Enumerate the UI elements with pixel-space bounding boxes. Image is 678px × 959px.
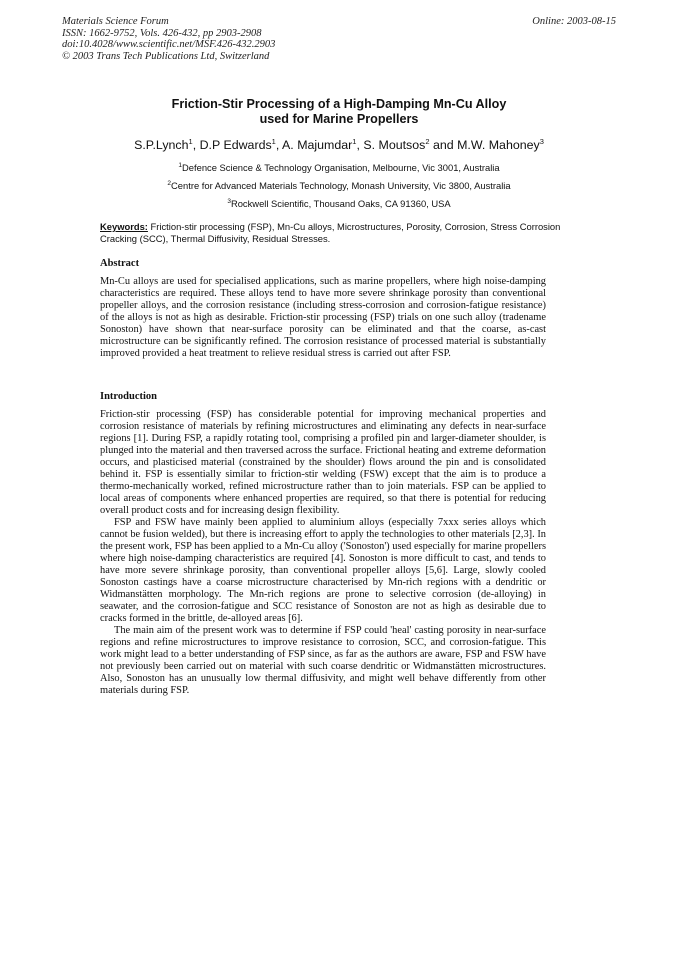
journal-name: Materials Science Forum [62,16,169,27]
journal-copyright: © 2003 Trans Tech Publications Ltd, Switzerland [62,50,270,62]
intro-paragraph-2: FSP and FSW have mainly been applied to aluminium alloys (especially 7xxx series alloys which cannot be fusion welded), but there is increasing effort to apply the technologies to other materials [2,3]. In the present work, FSP has been applied to a Mn-Cu alloy ('Sonoston') used especially for marine propellers where high noise-damping characteristics are required [4]. Sonoston is more difficult to cast, and tends to have more severe shrinkage porosity, than conventional propeller alloys [5,6]. Large, slowly cooled Sonoston castings have a coarse microstructure characterised by Mn-rich regions with a dendritic or Widmanstätten morphology. The Mn-rich regions are prone to selective corrosion (de-alloying) in seawater, and the corrosion-fatigue and SCC resistance of Sonoston are not as high as desirable due to cracks formed in the brittle, de-alloyed areas [6]. [100,517,546,624]
author-name: M.W. Mahoney [457,138,540,152]
affiliation-3 [60,198,618,209]
journal-issn: ISSN: 1662-9752, Vols. 426-432, pp 2903-2908 [62,27,262,39]
journal-doi[interactable]: doi:10.4028/www.scientific.net/MSF.426-432.2903 [62,39,276,51]
author-name: S. Moutsos [363,138,426,152]
affiliation-mark: 1 [178,162,183,169]
journal-header [62,16,275,62]
affiliation-2 [60,180,618,191]
author-name: A. Majumdar [282,138,353,152]
author-affil-mark: 1 [271,137,276,146]
keywords-label: Keywords: [100,221,148,232]
author-affil-mark: 2 [425,137,430,146]
online-date: Online: 2003-08-15 [532,16,616,27]
introduction-body [100,409,546,697]
author-affil-mark: 3 [539,137,544,146]
affiliation-text: Rockwell Scientific, Thousand Oaks, CA 91360, USA [230,198,451,209]
author-separator: , [356,138,364,152]
affiliation-mark: 3 [227,198,231,205]
author-separator: , [275,138,283,152]
abstract-paragraph: Mn-Cu alloys are used for specialised applications, such as marine propellers, where high noise-damping characteristics are required. These alloys tend to have more severe shrinkage porosity than conventional propeller alloys, and the corrosion resistance (including stress-corrosion and corrosion-fatigue resistance) of the alloys is not as high as desirable. Friction-stir processing (FSP) trials on one such alloy (tradename Sonoston) have shown that near-surface porosity can be eliminated and that the coarse, as-cast microstructure can be significantly refined. The corrosion resistance of processed material is substantially improved provided a heat treatment to relieve residual stress is carried out after FSP. [100,276,546,359]
author-affil-mark: 1 [352,137,357,146]
author-separator: and [429,138,458,152]
introduction-heading: Introduction [100,391,157,402]
affiliation-text: Centre for Advanced Materials Technology, Monash University, Vic 3800, Australia [171,180,511,191]
abstract-heading: Abstract [100,258,140,269]
affiliation-text: Defence Science & Technology Organisation, Melbourne, Vic 3001, Australia [182,162,500,173]
author-separator: , [192,138,200,152]
title-line-1: Friction-Stir Processing of a High-Damping Mn-Cu Alloy [171,97,507,111]
author-list [60,138,618,152]
affiliation-1 [60,162,618,173]
intro-paragraph-1: Friction-stir processing (FSP) has considerable potential for improving mechanical properties and corrosion resistance of materials by refining microstructures and eliminating any defects in near-surface regions [1]. During FSP, a rapidly rotating tool, comprising a profiled pin and larger-diameter shoulder, is plunged into the material and then traversed across the surface. Frictional heating and extreme deformation occurs, and plasticised material (constrained by the shoulder) flows around the pin and is consolidated behind it. FSP is essentially similar to friction-stir welding (FSW) except that the aim is to produce a thermo-mechanically worked, refined microstructure rather than to join materials. FSP can be applied to local areas of components where enhanced properties are required, so that there is potential for reducing overall product costs and for increasing design flexibility. [100,409,546,516]
title-line-2: used for Marine Propellers [259,112,419,126]
paper-title [100,97,578,127]
author-name: D.P Edwards [199,138,272,152]
author-name: S.P.Lynch [134,138,189,152]
intro-paragraph-3: The main aim of the present work was to determine if FSP could 'heal' casting porosity in near-surface regions and refine microstructures to improve resistance to corrosion, SCC, and corrosion-fatigue. This work might lead to a better understanding of FSP since, as far as the authors are aware, FSP and FSW have not previously been carried out on material with such coarse dendritic or Widmanstätten microstructures. Also, Sonoston has an unusually low thermal diffusivity, and might well behave differently from other materials during FSP. [100,625,546,696]
keywords-text: Friction-stir processing (FSP), Mn-Cu alloys, Microstructures, Porosity, Corrosion, Stress Corrosion Cracking (SCC), Thermal Diffusivity, Residual Stresses. [100,221,561,244]
author-affil-mark: 1 [188,137,193,146]
affiliation-mark: 2 [167,180,172,187]
abstract-body [100,276,546,360]
keywords-block [100,221,582,244]
